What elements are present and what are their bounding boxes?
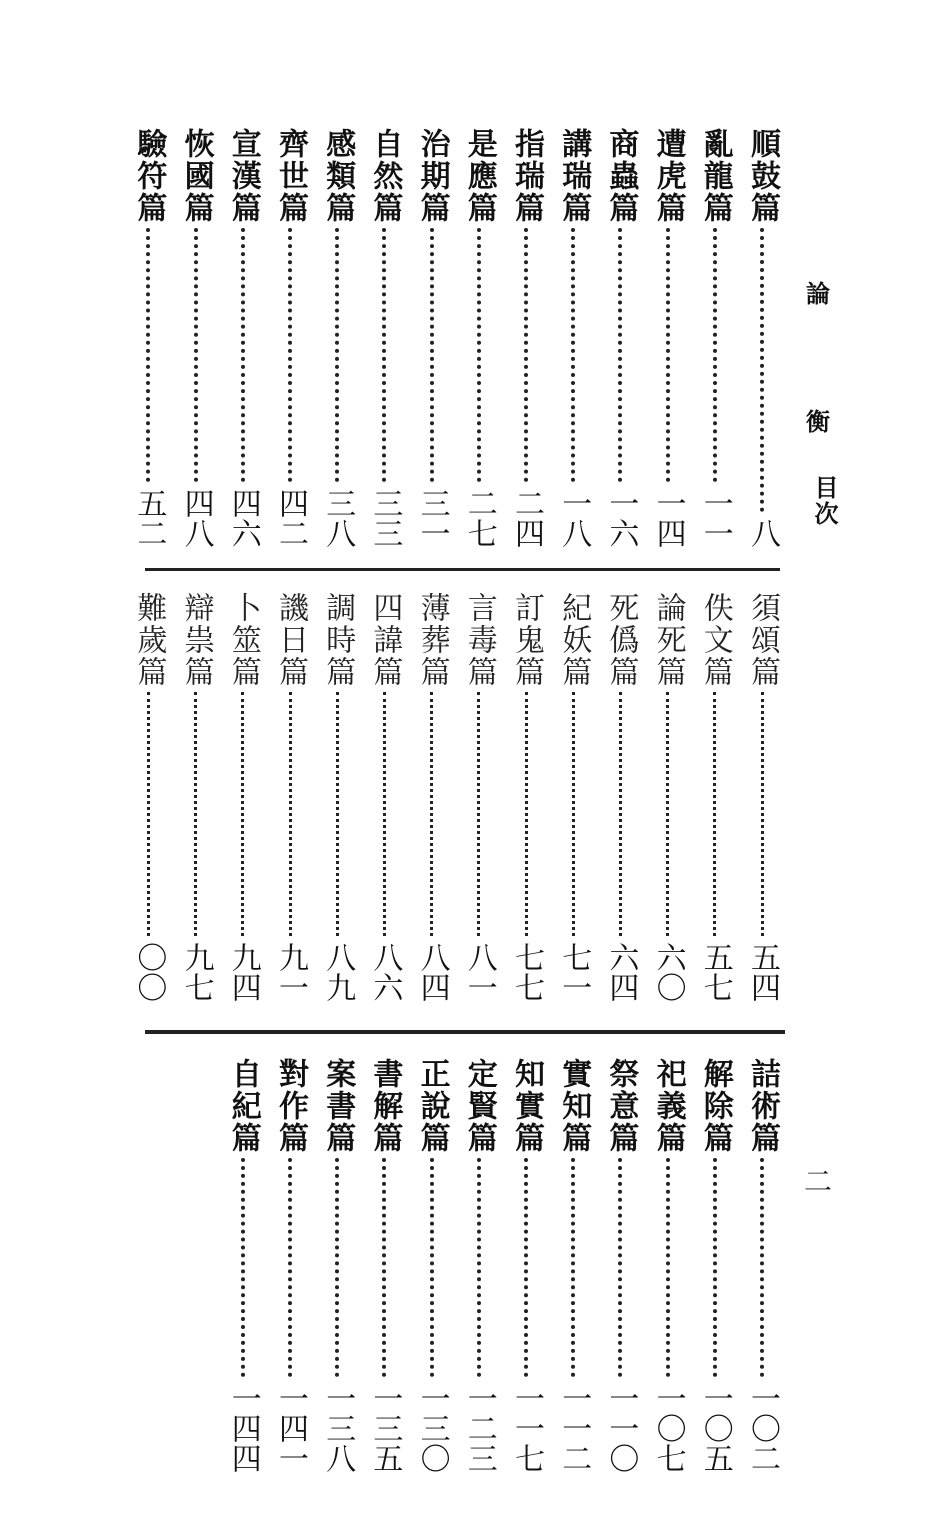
toc-entry (503, 592, 549, 1002)
toc-entry (361, 1058, 407, 1473)
entry-page-number: 九一 (273, 942, 308, 1002)
dot-leader (194, 228, 198, 482)
dot-leader (713, 692, 716, 936)
toc-entry (550, 128, 596, 548)
dot-leader (571, 228, 575, 482)
entry-page-number: 六四 (603, 942, 639, 1002)
entry-title: 商蟲篇 (603, 128, 639, 224)
toc-section-1 (0, 128, 950, 548)
dot-leader (618, 228, 622, 482)
entry-title: 詰術篇 (745, 1058, 780, 1154)
entry-title: 亂龍篇 (697, 128, 733, 224)
dot-leader (430, 1158, 434, 1377)
entry-title: 難歲篇 (131, 592, 167, 688)
entry-page-number: 四六 (225, 488, 261, 548)
entry-title: 驗符篇 (131, 128, 167, 224)
toc-entry (314, 128, 360, 548)
dot-leader (430, 692, 433, 936)
toc-entry (361, 128, 407, 548)
entry-title: 辯祟篇 (178, 592, 214, 688)
entry-title: 遭虎篇 (650, 128, 686, 224)
entry-page-number: 八四 (414, 942, 450, 1002)
toc-entry (550, 592, 596, 1002)
entry-page-number: 一一七 (509, 1383, 544, 1473)
entry-title: 譏日篇 (273, 592, 308, 688)
entry-title: 紀妖篇 (556, 592, 592, 688)
entry-page-number: 一一 (697, 488, 733, 548)
entry-page-number: 一三五 (367, 1383, 403, 1473)
entry-title: 薄葬篇 (414, 592, 450, 688)
dot-leader (477, 692, 480, 936)
entry-page-number: 二四 (509, 488, 544, 548)
toc-entry (597, 592, 643, 1002)
entry-page-number: 八一 (461, 942, 497, 1002)
running-head-toc: 目次 (810, 475, 839, 527)
entry-page-number: 一〇七 (650, 1383, 686, 1473)
entry-title: 解除篇 (697, 1058, 733, 1154)
toc-entry (645, 128, 691, 548)
toc-entry (456, 128, 502, 548)
entry-page-number: 一二三 (461, 1383, 497, 1473)
dot-leader (194, 692, 197, 936)
entry-page-number: 七一 (556, 942, 592, 1002)
dot-leader (147, 692, 150, 936)
toc-entry (314, 1058, 360, 1473)
entry-page-number: 五二 (131, 488, 167, 548)
toc-entry (409, 592, 455, 1002)
entry-page-number: 三一 (414, 488, 450, 548)
dot-leader (288, 228, 292, 482)
toc-entry (739, 1058, 785, 1473)
entry-title: 是應篇 (461, 128, 497, 224)
entry-page-number: 一〇二 (745, 1383, 780, 1473)
dot-leader (289, 692, 292, 936)
entry-page-number: 七七 (509, 942, 544, 1002)
entry-page-number: 九四 (225, 942, 261, 1002)
dot-leader (477, 228, 481, 482)
dot-leader (666, 1158, 670, 1377)
entry-title: 對作篇 (273, 1058, 308, 1154)
entry-page-number: 四二 (273, 488, 308, 548)
dot-leader (241, 1158, 245, 1377)
dot-leader (383, 692, 386, 936)
toc-entry (220, 128, 266, 548)
entry-title: 齊世篇 (273, 128, 308, 224)
entry-page-number: 一〇五 (697, 1383, 733, 1473)
page-number: 二 (803, 1165, 832, 1198)
toc-entry (503, 1058, 549, 1473)
entry-title: 宣漢篇 (225, 128, 261, 224)
toc-entry (267, 1058, 313, 1473)
dot-leader (241, 692, 244, 936)
dot-leader (524, 228, 528, 482)
entry-title: 死僞篇 (603, 592, 639, 688)
entry-title: 案書篇 (320, 1058, 356, 1154)
entry-page-number: 一三〇 (414, 1383, 450, 1473)
dot-leader (713, 1158, 717, 1377)
entry-title: 恢國篇 (178, 128, 214, 224)
entry-title: 自紀篇 (225, 1058, 261, 1154)
toc-entry (173, 592, 219, 1002)
toc-entry (361, 592, 407, 1002)
entry-page-number: 一四一 (273, 1383, 308, 1473)
toc-entry (692, 592, 738, 1002)
toc-entry (645, 592, 691, 1002)
toc-entry (597, 1058, 643, 1473)
dot-leader (430, 228, 434, 482)
dot-leader (336, 692, 339, 936)
section-divider (145, 568, 780, 571)
toc-entry (409, 1058, 455, 1473)
entry-title: 言毒篇 (461, 592, 497, 688)
toc-entry (692, 1058, 738, 1473)
entry-title: 調時篇 (320, 592, 356, 688)
dot-leader (382, 228, 386, 482)
entry-page-number: 一四四 (225, 1383, 261, 1473)
toc-entry (125, 592, 171, 1002)
toc-entry (456, 592, 502, 1002)
entry-title: 指瑞篇 (509, 128, 544, 224)
toc-entry (409, 128, 455, 548)
toc-entry (645, 1058, 691, 1473)
toc-entry (220, 592, 266, 1002)
entry-page-number: 一六 (603, 488, 639, 548)
dot-leader (146, 228, 150, 482)
entry-title: 講瑞篇 (556, 128, 592, 224)
entry-page-number: 一四 (650, 488, 686, 548)
entry-title: 治期篇 (414, 128, 450, 224)
entry-title: 感類篇 (320, 128, 356, 224)
entry-title: 卜筮篇 (225, 592, 261, 688)
toc-section-3 (0, 1058, 950, 1473)
toc-section-2 (0, 592, 950, 1002)
entry-title: 定賢篇 (461, 1058, 497, 1154)
dot-leader (335, 228, 339, 482)
running-head-volume: 衡 (806, 407, 830, 436)
entry-title: 四諱篇 (367, 592, 403, 688)
entry-page-number: 六〇 (650, 942, 686, 1002)
entry-page-number: 三八 (320, 488, 356, 548)
dot-leader (619, 692, 622, 936)
section-divider (145, 1030, 785, 1034)
toc-entry (550, 1058, 596, 1473)
toc-entry (220, 1058, 266, 1473)
entry-page-number: 一八 (556, 488, 592, 548)
running-head-book: 論 (806, 279, 830, 308)
entry-title: 知實篇 (509, 1058, 544, 1154)
entry-page-number: 〇〇 (131, 942, 167, 1002)
toc-entry (125, 128, 171, 548)
dot-leader (761, 692, 764, 936)
entry-page-number: 五七 (697, 942, 733, 1002)
entry-title: 書解篇 (367, 1058, 403, 1154)
entry-title: 正說篇 (414, 1058, 450, 1154)
entry-page-number: 八 (745, 518, 780, 548)
dot-leader (666, 692, 669, 936)
entry-page-number: 八九 (320, 942, 356, 1002)
dot-leader (288, 1158, 292, 1377)
entry-title: 訂鬼篇 (509, 592, 544, 688)
entry-page-number: 三三 (367, 488, 403, 548)
dot-leader (382, 1158, 386, 1377)
entry-page-number: 二七 (461, 488, 497, 548)
entry-page-number: 八六 (367, 942, 403, 1002)
entry-title: 佚文篇 (697, 592, 733, 688)
dot-leader (666, 228, 670, 482)
dot-leader (524, 1158, 528, 1377)
dot-leader (477, 1158, 481, 1377)
toc-entry (503, 128, 549, 548)
entry-title: 實知篇 (556, 1058, 592, 1154)
toc-entry (456, 1058, 502, 1473)
entry-title: 自然篇 (367, 128, 403, 224)
dot-leader (760, 1158, 764, 1377)
toc-entry (692, 128, 738, 548)
toc-entry (597, 128, 643, 548)
toc-entry (739, 128, 785, 548)
dot-leader (525, 692, 528, 936)
toc-entry (267, 592, 313, 1002)
entry-title: 須頌篇 (745, 592, 780, 688)
dot-leader (760, 228, 764, 512)
dot-leader (572, 692, 575, 936)
dot-leader (241, 228, 245, 482)
toc-entry (314, 592, 360, 1002)
entry-title: 祭意篇 (603, 1058, 639, 1154)
dot-leader (618, 1158, 622, 1377)
toc-entry (267, 128, 313, 548)
dot-leader (335, 1158, 339, 1377)
dot-leader (571, 1158, 575, 1377)
entry-page-number: 四八 (178, 488, 214, 548)
entry-page-number: 一一二 (556, 1383, 592, 1473)
dot-leader (713, 228, 717, 482)
entry-title: 順鼓篇 (745, 128, 780, 224)
entry-title: 祀義篇 (650, 1058, 686, 1154)
entry-page-number: 一三八 (320, 1383, 356, 1473)
entry-title: 論死篇 (650, 592, 686, 688)
toc-entry (173, 128, 219, 548)
entry-page-number: 九七 (178, 942, 214, 1002)
entry-page-number: 五四 (745, 942, 780, 1002)
entry-page-number: 一一〇 (603, 1383, 639, 1473)
toc-entry (739, 592, 785, 1002)
